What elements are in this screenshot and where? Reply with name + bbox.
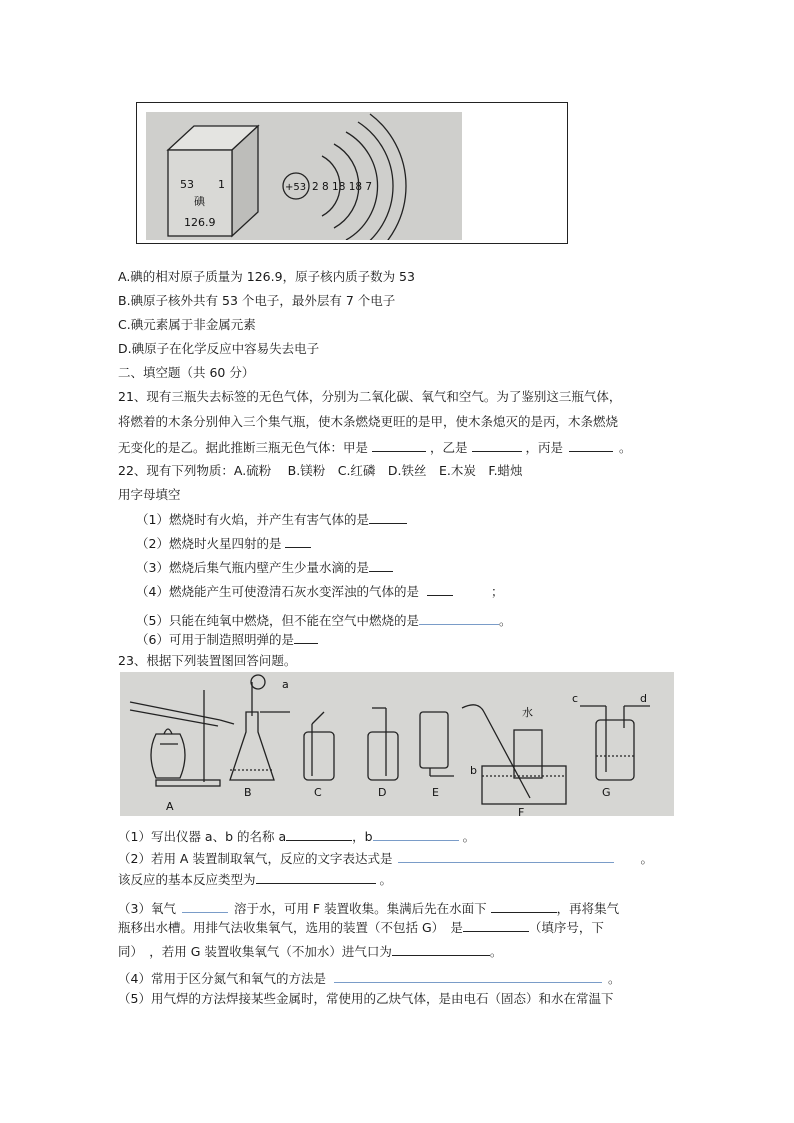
q23-p1-text-b: ，b	[352, 829, 373, 844]
answer-blank-inlet[interactable]	[392, 942, 490, 956]
q21-text-b: ，乙是	[430, 440, 468, 455]
label-G: G	[602, 786, 611, 799]
answer-blank-b[interactable]	[373, 822, 459, 841]
answer-blank-yi[interactable]	[472, 438, 522, 452]
q22-item4-end: ；	[490, 584, 504, 599]
answer-blank-operation[interactable]	[491, 899, 557, 913]
answer-blank-q22-5[interactable]	[419, 606, 499, 625]
q21-text-a: 无变化的是乙。据此推断三瓶无色气体：甲是	[118, 440, 369, 455]
answer-blank-distinguish[interactable]	[334, 966, 602, 983]
q23-p3-line3	[118, 942, 502, 961]
q21-line1: 21、现有三瓶失去标签的无色气体，分别为二氧化碳、氧气和空气。为了鉴别这三瓶气体，	[118, 389, 622, 404]
q22-item4	[136, 582, 503, 601]
q23-p4-end: 。	[607, 971, 621, 986]
q21-text-d: 。	[619, 440, 632, 455]
label-D: D	[378, 786, 387, 799]
answer-blank-a[interactable]	[286, 827, 352, 841]
answer-blank-solubility[interactable]	[182, 894, 228, 913]
answer-blank-q22-3[interactable]	[369, 558, 393, 572]
atomic-number: 53	[180, 178, 194, 191]
q22-item5-text: （5）只能在纯氧中燃烧，但不能在空气中燃烧的是	[136, 613, 419, 628]
option-b: B.碘原子核外共有 53 个电子，最外层有 7 个电子	[118, 293, 396, 308]
q22-item5-end: 。	[498, 613, 512, 628]
element-name: 碘	[194, 195, 205, 208]
label-A: A	[166, 800, 174, 813]
q21-line3	[118, 438, 632, 457]
q21-text-c: ，丙是	[525, 440, 564, 455]
answer-blank-q22-2[interactable]	[285, 534, 311, 548]
q23-title: 23、根据下列装置图回答问题。	[118, 653, 297, 668]
q23-p3	[118, 894, 619, 918]
option-c: C.碘元素属于非金属元素	[118, 317, 256, 332]
valence-label: 1	[218, 178, 225, 191]
label-E: E	[432, 786, 439, 799]
q22-item2-text: （2）燃烧时火星四射的是	[136, 536, 282, 551]
q23-p4-text: （4）常用于区分氮气和氧气的方法是	[118, 971, 326, 986]
q22-item3	[136, 558, 393, 577]
q22-item1	[136, 510, 407, 529]
iodine-figure	[146, 112, 462, 240]
option-a: A.碘的相对原子质量为 126.9，原子核内质子数为 53	[118, 269, 415, 284]
q23-p3-text-d: 瓶移出水槽。用排气法收集氧气，选用的装置（不包括 G） 是	[118, 920, 463, 935]
q21-line2: 将燃着的木条分别伸入三个集气瓶，使木条燃烧更旺的是甲，使木条熄灭的是丙，木条燃烧	[118, 414, 619, 429]
electron-shells: 2 8 18 18 7	[312, 181, 373, 193]
q23-p2-end: 。	[640, 851, 653, 866]
section-title: 二、填空题（共 60 分）	[118, 365, 255, 380]
q23-p3-line2	[118, 918, 604, 937]
q23-p2-end-d: 。	[379, 872, 393, 887]
answer-blank-q22-6[interactable]	[294, 630, 318, 644]
q22-item6-text: （6）可用于制造照明弹的是	[136, 632, 294, 647]
q22-item6	[136, 630, 318, 649]
q23-p2	[118, 846, 653, 868]
q22-item3-text: （3）燃烧后集气瓶内壁产生少量水滴的是	[136, 560, 369, 575]
label-a: a	[282, 678, 289, 691]
q22-item1-text: （1）燃烧时有火焰，并产生有害气体的是	[136, 512, 369, 527]
answer-blank-q22-4[interactable]	[427, 582, 453, 596]
q23-p5: （5）用气焊的方法焊接某些金属时，常使用的乙炔气体，是由电石（固态）和水在常温下	[118, 991, 614, 1006]
label-c: c	[572, 692, 579, 705]
label-d: d	[640, 692, 647, 705]
q23-p2-text-c: 该反应的基本反应类型为	[118, 872, 256, 887]
label-b: b	[470, 764, 477, 777]
q23-p3-end: 。	[489, 944, 503, 959]
apparatus-figure	[120, 672, 674, 816]
answer-blank-jia[interactable]	[372, 438, 426, 452]
answer-blank-equation[interactable]	[398, 846, 614, 863]
q22-line2: 用字母填空	[118, 487, 181, 502]
q23-p2-line2	[118, 870, 392, 889]
nucleus-label: +53	[285, 182, 307, 193]
q23-p3-text-b: 溶于水，可用 F 装置收集。集满后先在水面下	[233, 901, 487, 916]
label-C: C	[314, 786, 322, 799]
q23-p3-text-e: （填序号，下	[528, 920, 604, 935]
q22-item4-text: （4）燃烧能产生可使澄清石灰水变浑浊的气体的是	[136, 584, 419, 599]
answer-blank-bing[interactable]	[569, 438, 613, 452]
q23-p3-text-c: ，再将集气	[556, 901, 620, 916]
q22-item2	[136, 534, 311, 553]
option-d: D.碘原子在化学反应中容易失去电子	[118, 341, 320, 356]
q22-item5	[136, 606, 511, 630]
q23-p1	[118, 822, 475, 846]
q23-p1-end: 。	[462, 829, 476, 844]
q23-p4	[118, 966, 620, 988]
label-F: F	[518, 806, 525, 816]
answer-blank-device[interactable]	[463, 918, 529, 932]
label-water: 水	[522, 706, 533, 719]
atomic-mass: 126.9	[184, 216, 216, 229]
q23-p2-text: （2）若用 A 装置制取氧气，反应的文字表达式是	[118, 851, 393, 866]
answer-blank-q22-1[interactable]	[369, 510, 407, 524]
answer-blank-reaction-type[interactable]	[256, 870, 376, 884]
iodine-figure-photo	[146, 112, 462, 240]
q22-line1: 22、现有下列物质：A.硫粉 B.镁粉 C.红磷 D.铁丝 E.木炭 F.蜡烛	[118, 463, 523, 478]
q23-p3-text-a: （3）氧气	[118, 901, 176, 916]
q23-p1-text: （1）写出仪器 a、b 的名称 a	[118, 829, 287, 844]
label-B: B	[244, 786, 252, 799]
q23-p3-text-f: 同） ，若用 G 装置收集氧气（不加水）进气口为	[118, 944, 392, 959]
apparatus-figure-photo	[120, 672, 674, 816]
